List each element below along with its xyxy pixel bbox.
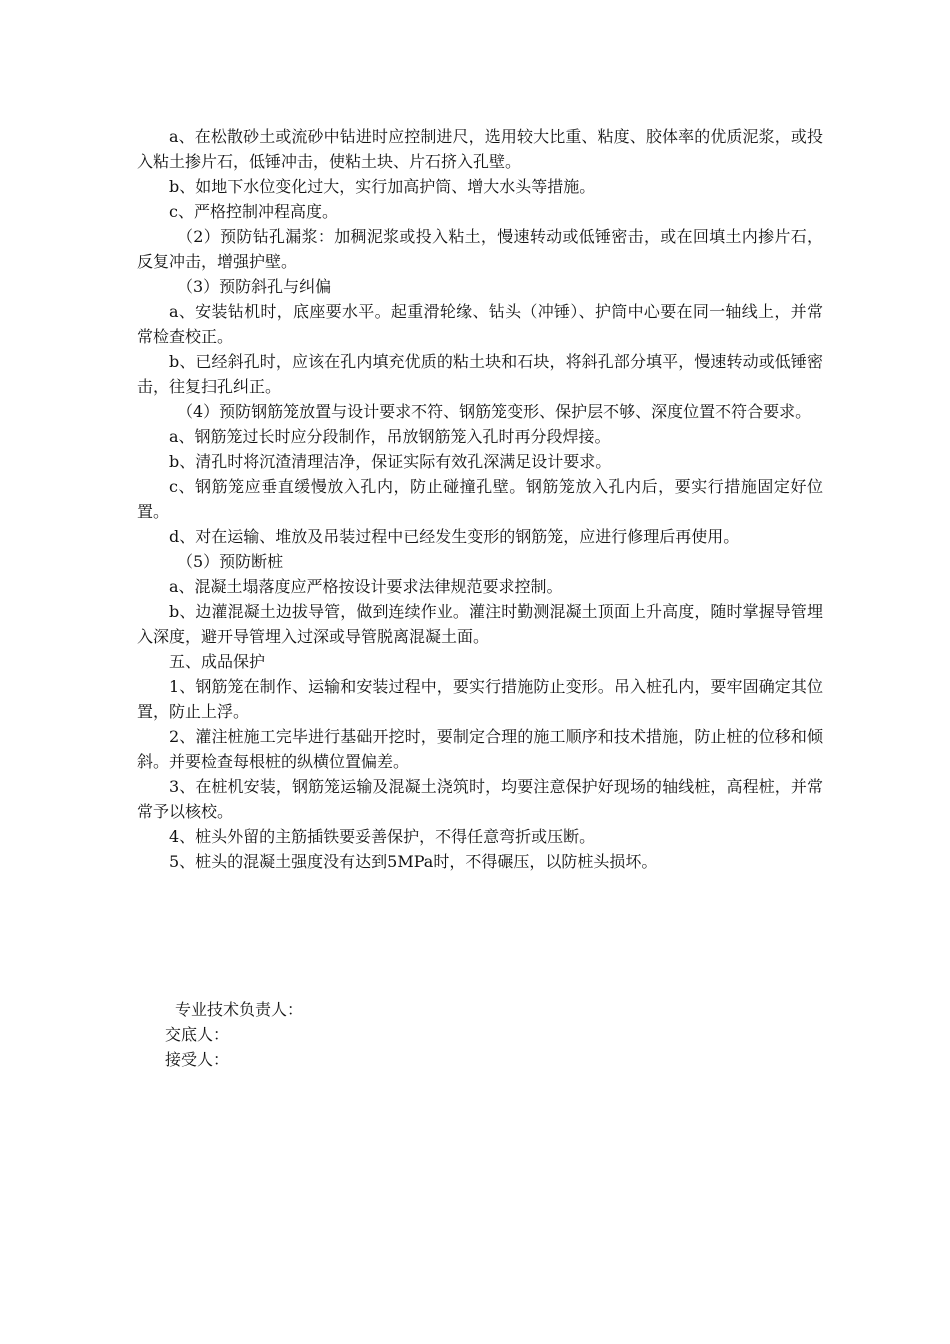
paragraph: b、已经斜孔时，应该在孔内填充优质的粘土块和石块，将斜孔部分填平，慢速转动或低锤密击，往复扫孔纠正。 bbox=[137, 352, 823, 396]
paragraph: a、在松散砂土或流砂中钻进时应控制进尺，选用较大比重、粘度、胶体率的优质泥浆，或投入粘土掺片石，低锤冲击，使粘土块、片石挤入孔壁。 bbox=[137, 127, 823, 171]
paragraph: d、对在运输、堆放及吊装过程中已经发生变形的钢筋笼，应进行修理后再使用。 bbox=[169, 527, 740, 546]
paragraph: 1、钢筋笼在制作、运输和安装过程中，要实行措施防止变形。吊入桩孔内，要牢固确定其位置，防止上浮。 bbox=[137, 677, 823, 721]
briefer-signature-label: 交底人： bbox=[165, 1025, 230, 1044]
paragraph: a、混凝土塌落度应严格按设计要求法律规范要求控制。 bbox=[169, 577, 563, 596]
paragraph: 3、在桩机安装，钢筋笼运输及混凝土浇筑时，均要注意保护好现场的轴线桩，高程桩，并常常予以核校。 bbox=[137, 777, 823, 821]
paragraph: c、严格控制冲程高度。 bbox=[169, 202, 338, 221]
receiver-signature-label: 接受人： bbox=[165, 1050, 230, 1069]
paragraph: a、钢筋笼过长时应分段制作，吊放钢筋笼入孔时再分段焊接。 bbox=[169, 427, 611, 446]
paragraph: （5）预防断桩 bbox=[177, 552, 284, 571]
paragraph: 4、桩头外留的主筋插铁要妥善保护，不得任意弯折或压断。 bbox=[169, 827, 596, 846]
paragraph: （4）预防钢筋笼放置与设计要求不符、钢筋笼变形、保护层不够、深度位置不符合要求。 bbox=[177, 402, 812, 421]
paragraph: （3）预防斜孔与纠偏 bbox=[177, 277, 332, 296]
paragraph: a、安装钻机时，底座要水平。起重滑轮缘、钻头（冲锤）、护筒中心要在同一轴线上，并常常检查校正。 bbox=[137, 302, 823, 346]
paragraph: b、如地下水位变化过大，实行加高护筒、增大水头等措施。 bbox=[169, 177, 596, 196]
signature-block bbox=[165, 997, 565, 1072]
paragraph: b、清孔时将沉渣清理洁净，保证实际有效孔深满足设计要求。 bbox=[169, 452, 612, 471]
paragraph: 5、桩头的混凝土强度没有达到5MPa时，不得碾压，以防桩头损坏。 bbox=[169, 852, 658, 871]
paragraph: b、边灌混凝土边拔导管，做到连续作业。灌注时勤测混凝土顶面上升高度，随时掌握导管埋入深度，避开导管埋入过深或导管脱离混凝土面。 bbox=[137, 602, 823, 646]
paragraph: c、钢筋笼应垂直缓慢放入孔内，防止碰撞孔壁。钢筋笼放入孔内后，要实行措施固定好位置。 bbox=[137, 477, 823, 521]
tech-lead-signature-label: 专业技术负责人： bbox=[175, 1000, 304, 1019]
paragraph: 2、灌注桩施工完毕进行基础开挖时，要制定合理的施工顺序和技术措施，防止桩的位移和倾斜。并要检查每根桩的纵横位置偏差。 bbox=[137, 727, 823, 771]
document-body bbox=[137, 124, 823, 874]
paragraph: （2）预防钻孔漏浆：加稠泥浆或投入粘土，慢速转动或低锤密击，或在回填土内掺片石，反复冲击，增强护壁。 bbox=[137, 227, 823, 271]
paragraph: 五、成品保护 bbox=[169, 652, 266, 671]
